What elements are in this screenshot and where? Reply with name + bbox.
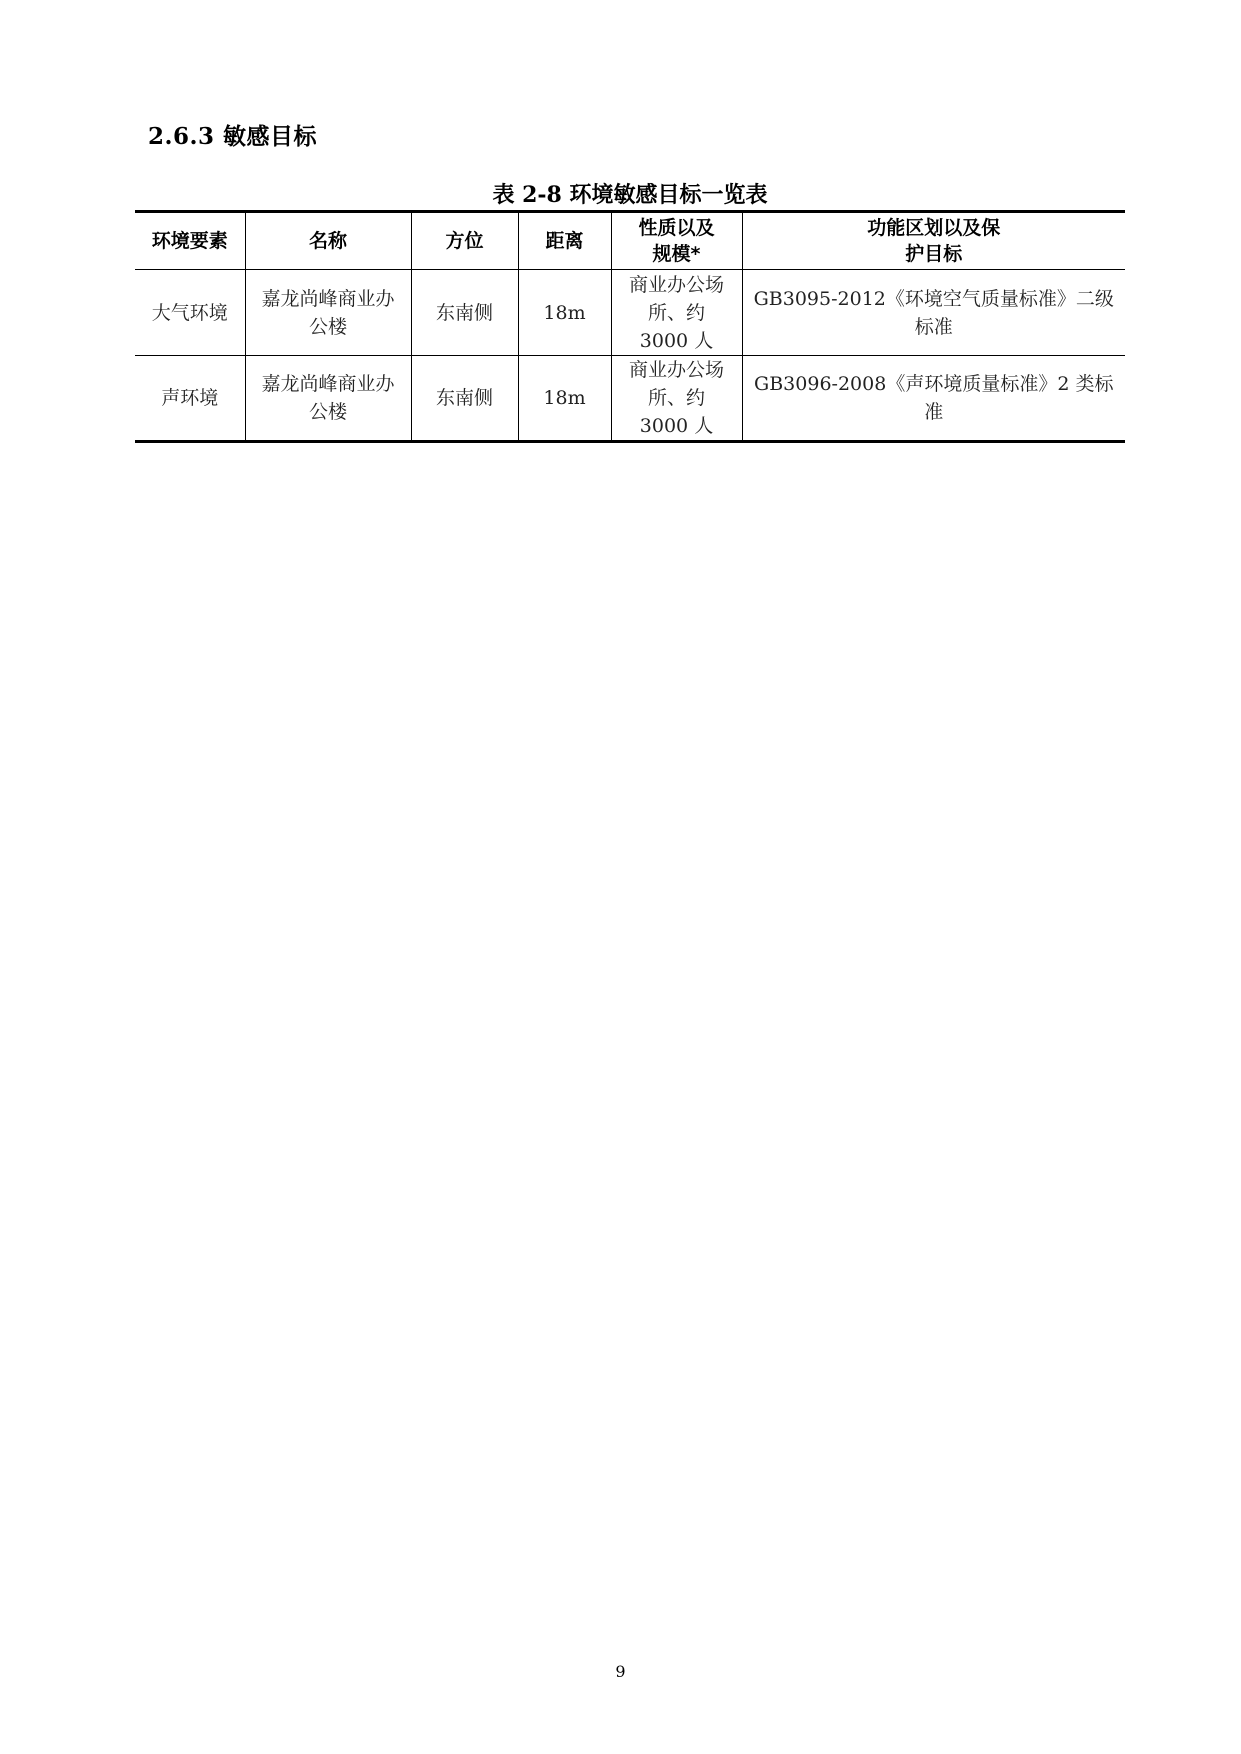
header-nature-scale: 性质以及规模*: [611, 212, 742, 270]
header-distance: 距离: [518, 212, 611, 270]
cell-distance: 18m: [518, 356, 611, 442]
cell-name: 嘉龙尚峰商业办公楼: [245, 356, 411, 442]
page-number: 9: [615, 1662, 626, 1681]
cell-element: 大气环境: [135, 270, 245, 356]
header-element: 环境要素: [135, 212, 245, 270]
cell-function-zone: GB3096-2008《声环境质量标准》2 类标准: [742, 356, 1125, 442]
cell-nature-scale: 商业办公场所、约 3000 人: [611, 356, 742, 442]
section-heading: 2.6.3 敏感目标: [148, 123, 318, 150]
header-function-zone: 功能区划以及保护目标: [742, 212, 1125, 270]
table-row: [135, 356, 1125, 442]
table-header-row: [135, 212, 1125, 270]
header-direction: 方位: [411, 212, 518, 270]
table-caption: 表 2-8 环境敏感目标一览表: [492, 182, 768, 208]
header-name: 名称: [245, 212, 411, 270]
cell-element: 声环境: [135, 356, 245, 442]
cell-direction: 东南侧: [411, 356, 518, 442]
cell-nature-scale: 商业办公场所、约 3000 人: [611, 270, 742, 356]
cell-function-zone: GB3095-2012《环境空气质量标准》二级标准: [742, 270, 1125, 356]
table-row: [135, 270, 1125, 356]
cell-direction: 东南侧: [411, 270, 518, 356]
cell-name: 嘉龙尚峰商业办公楼: [245, 270, 411, 356]
cell-distance: 18m: [518, 270, 611, 356]
sensitive-targets-table: [135, 210, 1125, 443]
